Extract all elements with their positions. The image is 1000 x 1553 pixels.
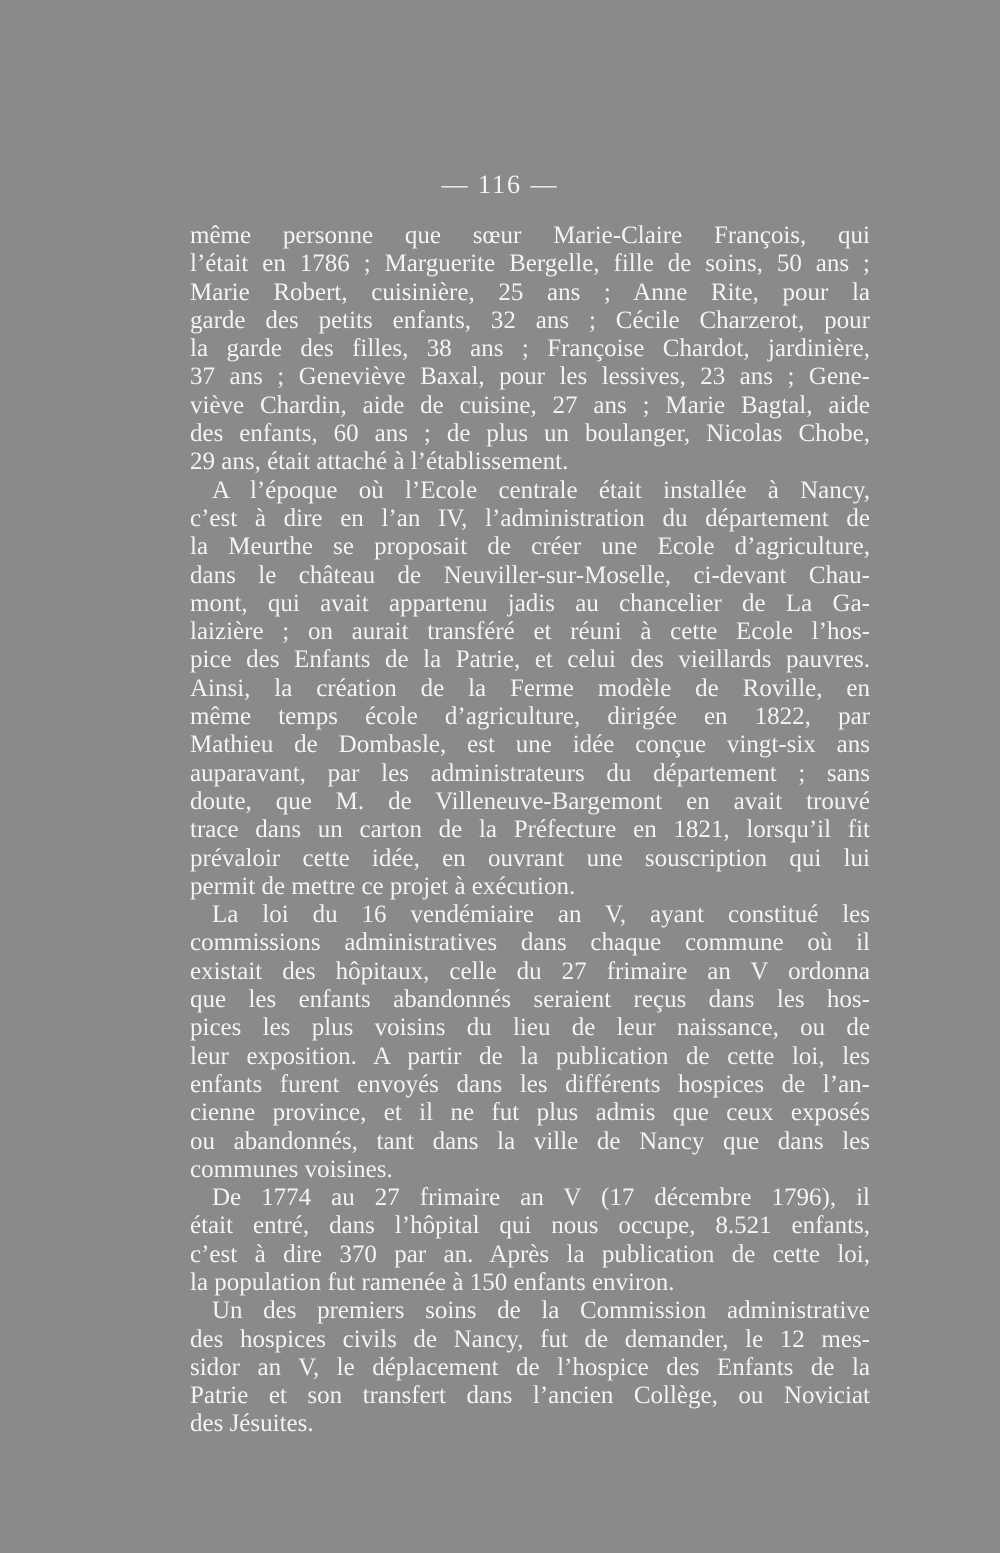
text-line: laizière ; on aurait transféré et réuni à cette Ecole l’hos- [190,618,870,646]
text-line: pice des Enfants de la Patrie, et celui des vieillards pauvres. [190,646,870,674]
text-line: pices les plus voisins du lieu de leur naissance, ou de [190,1014,870,1042]
text-line: c’est à dire 370 par an. Après la publication de cette loi, [190,1240,870,1268]
text-line: La loi du 16 vendémiaire an V, ayant constitué les [212,901,870,929]
text-line: 37 ans ; Geneviève Baxal, pour les lessives, 23 ans ; Gene- [190,363,870,391]
text-line: Patrie et son transfert dans l’ancien Collège, ou Noviciat [190,1382,870,1410]
text-line: commissions administratives dans chaque commune où il [190,929,870,957]
text-line: A l’époque où l’Ecole centrale était installée à Nancy, [212,476,870,504]
text-line: viève Chardin, aide de cuisine, 27 ans ; Marie Bagtal, aide [190,391,870,419]
text-line: des Jésuites. [190,1410,314,1438]
text-line: enfants furent envoyés dans les différents hospices de l’an- [190,1070,870,1098]
text-line: c’est à dire en l’an IV, l’administration du département de [190,504,870,532]
text-line: prévaloir cette idée, en ouvrant une souscription qui lui [190,844,870,872]
text-line: Mathieu de Dombasle, est une idée conçue vingt-six ans [190,731,870,759]
text-line: l’était en 1786 ; Marguerite Bergelle, fille de soins, 50 ans ; [190,250,870,278]
text-line: la Meurthe se proposait de créer une Ecole d’agriculture, [190,533,870,561]
text-line: était entré, dans l’hôpital qui nous occupe, 8.521 enfants, [190,1212,870,1240]
text-line: dans le château de Neuviller-sur-Moselle, ci-devant Chau- [190,561,870,589]
text-line: sidor an V, le déplacement de l’hospice des Enfants de la [190,1353,870,1381]
text-line: existait des hôpitaux, celle du 27 frimaire an V ordonna [190,957,870,985]
text-line: des hospices civils de Nancy, fut de demander, le 12 mes- [190,1325,870,1353]
body-text [190,222,870,1439]
text-line: garde des petits enfants, 32 ans ; Cécile Charzerot, pour [190,306,870,334]
text-line: que les enfants abandonnés seraient reçus dans les hos- [190,986,870,1014]
page-number: — 116 — [441,170,559,199]
text-line: communes voisines. [190,1155,393,1183]
text-line: leur exposition. A partir de la publication de cette loi, les [190,1042,870,1070]
text-line: doute, que M. de Villeneuve-Bargemont en avait trouvé [190,787,870,815]
text-line: même personne que sœur Marie-Claire François, qui [190,222,870,249]
text-line: cienne province, et il ne fut plus admis que ceux exposés [190,1099,870,1127]
text-line: même temps école d’agriculture, dirigée en 1822, par [190,703,870,731]
text-line: mont, qui avait appartenu jadis au chancelier de La Ga- [190,589,870,617]
text-line: des enfants, 60 ans ; de plus un boulanger, Nicolas Chobe, [190,420,870,448]
text-line: 29 ans, était attaché à l’établissement. [190,448,569,476]
text-line: auparavant, par les administrateurs du département ; sans [190,759,870,787]
text-line: Un des premiers soins de la Commission administrative [212,1297,870,1325]
text-line: ou abandonnés, tant dans la ville de Nancy que dans les [190,1127,870,1155]
text-line: Marie Robert, cuisinière, 25 ans ; Anne Rite, pour la [190,278,870,306]
text-line: la garde des filles, 38 ans ; Françoise Chardot, jardinière, [190,335,870,363]
text-line: trace dans un carton de la Préfecture en 1821, lorsqu’il fit [190,816,870,844]
text-line: Ainsi, la création de la Ferme modèle de Roville, en [190,674,870,702]
text-line: permit de mettre ce projet à exécution. [190,872,576,900]
text-line: De 1774 au 27 frimaire an V (17 décembre 1796), il [212,1184,870,1212]
text-line: la population fut ramenée à 150 enfants environ. [190,1268,675,1296]
